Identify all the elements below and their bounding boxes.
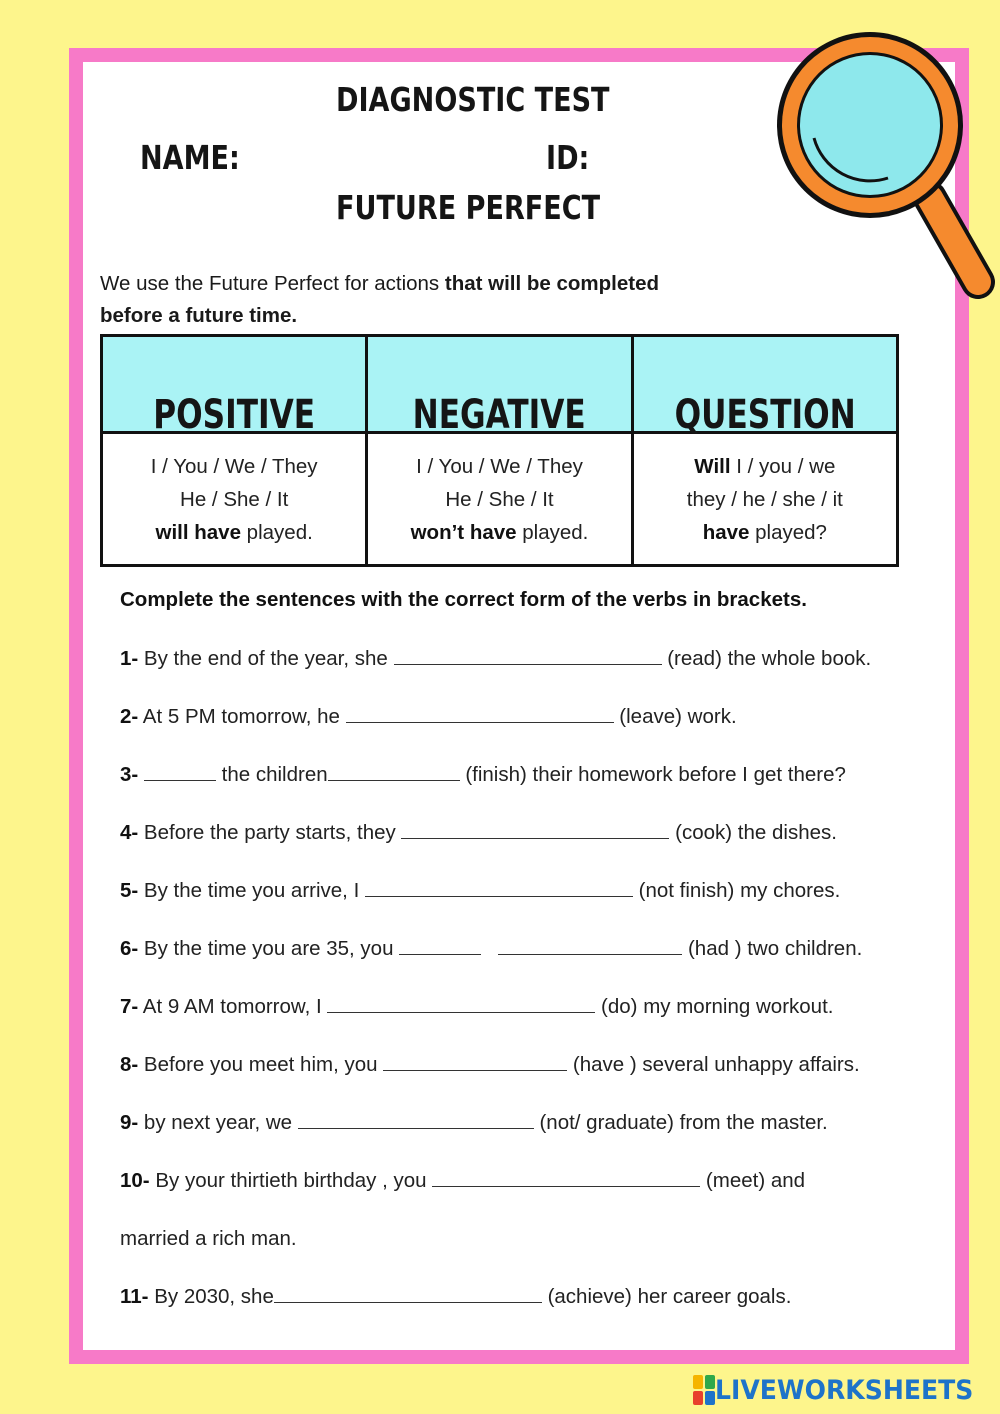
cell-positive: I / You / We / They He / She / It will have played. [102, 433, 367, 566]
answer-blank[interactable] [298, 1112, 534, 1129]
grammar-table [100, 334, 899, 567]
exercise-11: 11- By 2030, she (achieve) her career goals. [120, 1285, 792, 1308]
exercise-7: 7- At 9 AM tomorrow, I (do) my morning workout. [120, 995, 834, 1018]
magnifying-glass-icon [770, 20, 1000, 310]
brand-name: LIVEWORKSHEETS [715, 1374, 974, 1406]
exercise-8: 8- Before you meet him, you (have ) several unhappy affairs. [120, 1053, 860, 1076]
cell-negative: I / You / We / They He / She / It won’t have played. [367, 433, 632, 566]
header-positive: POSITIVE [102, 336, 367, 433]
exercise-5: 5- By the time you arrive, I (not finish) my chores. [120, 879, 841, 902]
answer-blank[interactable] [432, 1170, 700, 1187]
answer-blank[interactable] [365, 880, 633, 897]
topic-subtitle: FUTURE PERFECT [336, 188, 601, 227]
exercise-6: 6- By the time you are 35, you (had ) two children. [120, 937, 863, 960]
instructions: Complete the sentences with the correct form of the verbs in brackets. [120, 588, 807, 611]
exercise-3: 3- the children (finish) their homework before I get there? [120, 763, 846, 786]
header-question: QUESTION [632, 336, 897, 433]
table-row [102, 433, 898, 566]
logo-badge-icon [693, 1375, 715, 1405]
answer-blank[interactable] [346, 706, 614, 723]
answer-blank[interactable] [401, 822, 669, 839]
exercise-4: 4- Before the party starts, they (cook) the dishes. [120, 821, 837, 844]
answer-blank[interactable] [399, 938, 481, 955]
exercise-2: 2- At 5 PM tomorrow, he (leave) work. [120, 705, 737, 728]
answer-blank[interactable] [274, 1286, 542, 1303]
header-negative: NEGATIVE [367, 336, 632, 433]
answer-blank[interactable] [383, 1054, 567, 1071]
exercise-10: 10- By your thirtieth birthday , you (meet) and [120, 1169, 806, 1192]
answer-blank[interactable] [327, 996, 595, 1013]
answer-blank[interactable] [498, 938, 682, 955]
id-label: ID: [546, 138, 590, 177]
liveworksheets-logo[interactable] [693, 1372, 993, 1408]
exercise-9: 9- by next year, we (not/ graduate) from the master. [120, 1111, 828, 1134]
exercise-1: 1- By the end of the year, she (read) the whole book. [120, 647, 872, 670]
page-title: DIAGNOSTIC TEST [336, 80, 610, 119]
cell-question: Will I / you / we they / he / she / it have played? [632, 433, 897, 566]
exercise-10-continued: married a rich man. [120, 1227, 297, 1250]
answer-blank[interactable] [328, 764, 460, 781]
intro-text: We use the Future Perfect for actions that will be completed before a future time. [100, 272, 660, 327]
table-header-row [102, 336, 898, 433]
name-label: NAME: [140, 138, 240, 177]
answer-blank[interactable] [394, 648, 662, 665]
answer-blank[interactable] [144, 764, 216, 781]
